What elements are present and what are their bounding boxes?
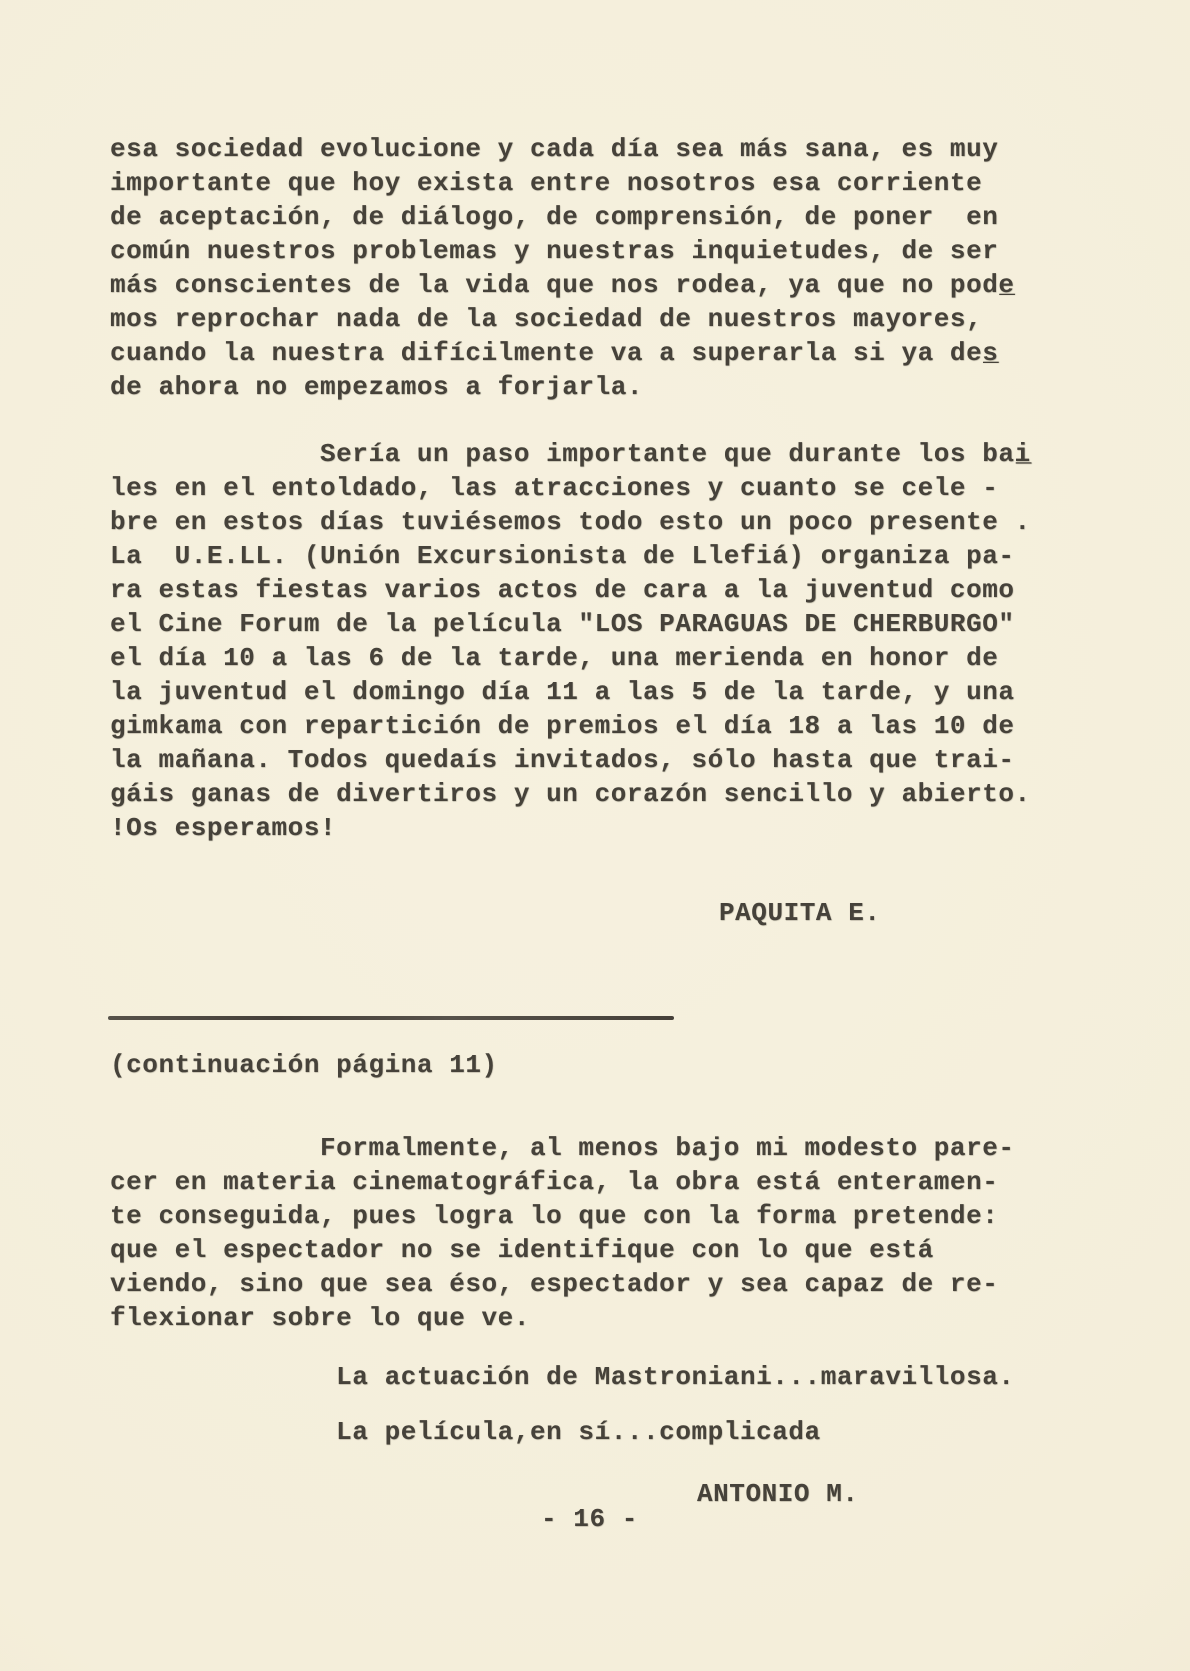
continuation-heading: (continuación página 11) xyxy=(110,1050,498,1080)
text-line: esa sociedad evolucione y cada día sea más sana, es muy xyxy=(110,134,999,164)
text-line: común nuestros problemas y nuestras inquietudes, de ser xyxy=(110,236,999,266)
text-line: importante que hoy exista entre nosotros esa corriente xyxy=(110,168,983,198)
text-line: Sería un paso importante que durante los bai̲ xyxy=(110,439,1031,469)
text-line: gimkama con repartición de premios el día 18 a las 10 de xyxy=(110,711,1015,741)
text-line: bre en estos días tuviésemos todo esto un poco presente . xyxy=(110,507,1031,537)
remark-actuacion: La actuación de Mastroniani...maravillosa. xyxy=(110,1362,1015,1392)
text-line: el día 10 a las 6 de la tarde, una merienda en honor de xyxy=(110,643,999,673)
text-line: gáis ganas de divertiros y un corazón sencillo y abierto. xyxy=(110,779,1031,809)
paragraph-fiestas xyxy=(110,437,1031,845)
text-line: el Cine Forum de la película "LOS PARAGUAS DE CHERBURGO" xyxy=(110,609,1015,639)
page-number: - 16 - xyxy=(541,1504,638,1534)
signature-paquita: PAQUITA E. xyxy=(719,898,881,928)
text-line: La U.E.LL. (Unión Excursionista de Llefiá) organiza pa- xyxy=(110,541,1015,571)
signature-antonio: ANTONIO M. xyxy=(697,1479,859,1509)
text-line: viendo, sino que sea éso, espectador y sea capaz de re- xyxy=(110,1269,999,1299)
text-line: más conscientes de la vida que nos rodea, ya que no pode̲ xyxy=(110,270,1015,300)
text-line: cuando la nuestra difícilmente va a superarla si ya des̲ xyxy=(110,338,999,368)
text-line: de aceptación, de diálogo, de comprensión, de poner en xyxy=(110,202,999,232)
text-line: la juventud el domingo día 11 a las 5 de la tarde, y una xyxy=(110,677,1015,707)
text-line: Formalmente, al menos bajo mi modesto pare- xyxy=(110,1133,1015,1163)
text-line: les en el entoldado, las atracciones y cuanto se cele - xyxy=(110,473,999,503)
text-line: te conseguida, pues logra lo que con la forma pretende: xyxy=(110,1201,999,1231)
text-line: que el espectador no se identifique con lo que está xyxy=(110,1235,934,1265)
text-line: !Os esperamos! xyxy=(110,813,337,843)
text-line: cer en materia cinematográfica, la obra está enteramen- xyxy=(110,1167,999,1197)
section-divider-line xyxy=(108,1016,674,1020)
remark-pelicula: La película,en sí...complicada xyxy=(110,1417,821,1447)
text-line: mos reprochar nada de la sociedad de nuestros mayores, xyxy=(110,304,983,334)
text-line: de ahora no empezamos a forjarla. xyxy=(110,372,644,402)
paragraph-film-review xyxy=(110,1131,1015,1335)
paragraph-society xyxy=(110,132,1015,404)
text-line: flexionar sobre lo que ve. xyxy=(110,1303,530,1333)
text-line: la mañana. Todos quedaís invitados, sólo hasta que trai- xyxy=(110,745,1015,775)
text-line: ra estas fiestas varios actos de cara a la juventud como xyxy=(110,575,1015,605)
